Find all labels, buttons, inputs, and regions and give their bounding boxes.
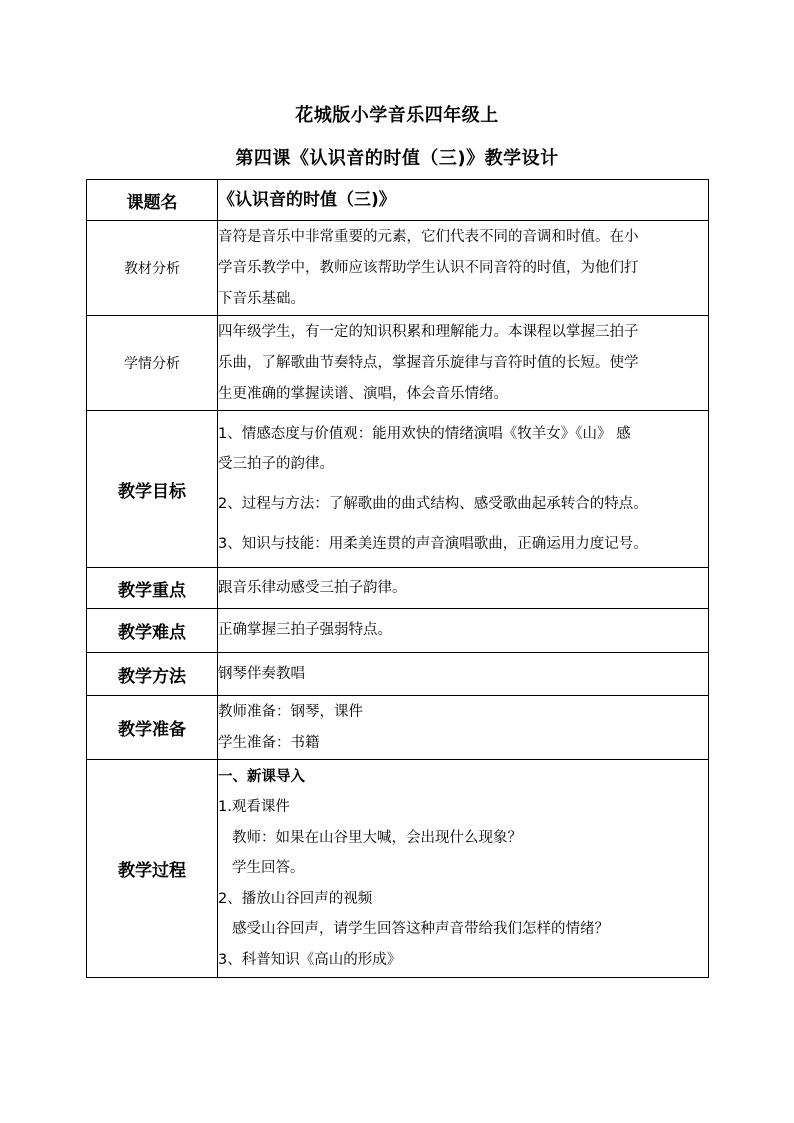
label-process: 教学过程 (87, 760, 218, 978)
goal-line: 3、知识与技能：用柔美连贯的声音演唱歌曲，正确运用力度记号。 (218, 536, 648, 552)
row-goals (87, 411, 709, 568)
row-students (87, 316, 709, 411)
process-step: 2、播放山谷回声的视频 (218, 890, 373, 907)
value-process (218, 760, 709, 978)
process-section-heading: 一、新课导入 (218, 768, 305, 785)
label-difficulty: 教学难点 (87, 609, 218, 653)
label-material: 教材分析 (87, 221, 218, 316)
row-prep (87, 696, 709, 760)
value-material (218, 221, 709, 316)
value-topic: 《认识音的时值（三)》 (218, 180, 709, 221)
value-method: 钢琴伴奏教唱 (218, 653, 709, 696)
value-goals (218, 411, 709, 568)
prep-line: 学生准备：书籍 (218, 734, 320, 751)
process-detail: 学生回答。 (232, 860, 305, 877)
material-line: 音符是音乐中非常重要的元素，它们代表不同的音调和时值。在小 (218, 228, 639, 245)
material-line: 下音乐基础。 (218, 290, 305, 307)
material-line: 学音乐教学中，教师应该帮助学生认识不同音符的时值，为他们打 (218, 259, 639, 276)
value-difficulty: 正确掌握三拍子强弱特点。 (218, 609, 709, 653)
row-material (87, 221, 709, 316)
process-detail: 教师：如果在山谷里大喊，会出现什么现象？ (232, 829, 522, 846)
lesson-plan-table (86, 179, 709, 978)
row-difficulty (87, 609, 709, 653)
label-key: 教学重点 (87, 568, 218, 609)
prep-line: 教师准备：钢琴，课件 (218, 703, 363, 720)
document-subtitle: 第四课《认识音的时值（三)》教学设计 (235, 148, 559, 169)
goal-line: 1、情感态度与价值观：能用欢快的情绪演唱《牧羊女》《山》 感 (218, 426, 631, 442)
label-method: 教学方法 (87, 653, 218, 696)
goal-line: 受三拍子的韵律。 (218, 456, 334, 472)
students-line: 乐曲，了解歌曲节奏特点，掌握音乐旋律与音符时值的长短。使学 (218, 354, 639, 371)
value-students (218, 316, 709, 411)
label-topic: 课题名 (87, 180, 218, 221)
students-line: 生更准确的掌握读谱、演唱，体会音乐情绪。 (218, 385, 508, 402)
process-step: 1.观看课件 (218, 799, 290, 816)
label-students: 学情分析 (87, 316, 218, 411)
row-process (87, 760, 709, 978)
students-line: 四年级学生，有一定的知识积累和理解能力。本课程以掌握三拍子 (218, 323, 639, 340)
process-step: 3、科普知识《高山的形成》 (218, 951, 402, 968)
row-key (87, 568, 709, 609)
goal-line: 2、过程与方法：了解歌曲的曲式结构、感受歌曲起承转合的特点。 (218, 496, 648, 512)
row-topic (87, 180, 709, 221)
process-detail: 感受山谷回声，请学生回答这种声音带给我们怎样的情绪？ (232, 921, 609, 938)
label-goals: 教学目标 (87, 411, 218, 568)
value-key: 跟音乐律动感受三拍子韵律。 (218, 568, 709, 609)
value-prep (218, 696, 709, 760)
label-prep: 教学准备 (87, 696, 218, 760)
document-title: 花城版小学音乐四年级上 (295, 105, 499, 126)
row-method (87, 653, 709, 696)
